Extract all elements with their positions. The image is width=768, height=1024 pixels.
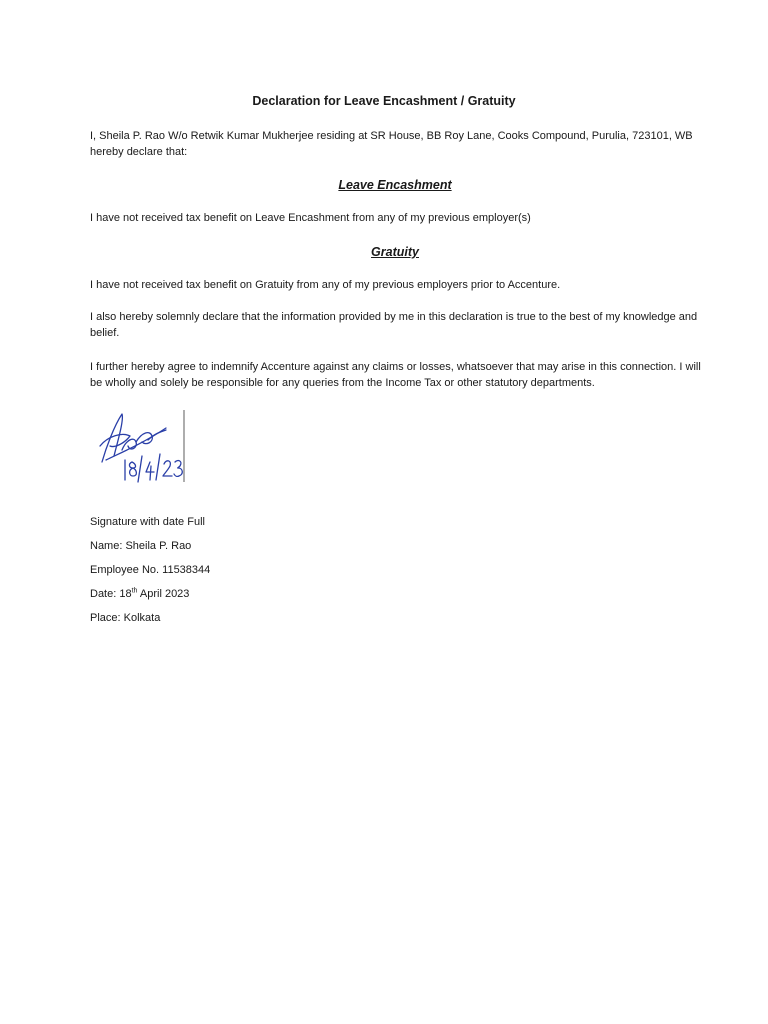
leave-encashment-text: I have not received tax benefit on Leave Encashment from any of my previous employer(s) (90, 212, 531, 224)
date-prefix: Date: 18 (90, 588, 132, 600)
indemnity-declaration: I further hereby agree to indemnify Accenture against any claims or losses, whatsoever that may arise in this connection. I will be wholly and solely be responsible for any queries from the Income Tax or other statutory departments. (90, 361, 701, 389)
gratuity-text: I have not received tax benefit on Gratuity from any of my previous employers prior to Accenture. (90, 279, 561, 291)
signature-label: Signature with date Full (90, 516, 205, 528)
document-title: Declaration for Leave Encashment / Gratuity (252, 94, 516, 108)
intro-paragraph: I, Sheila P. Rao W/o Retwik Kumar Mukherjee residing at SR House, BB Roy Lane, Cooks Compound, Purulia, 723101, WB hereby declare that: (90, 130, 693, 158)
place-line: Place: Kolkata (90, 612, 161, 624)
date-rest: April 2023 (137, 588, 190, 600)
date-line (90, 587, 189, 601)
name-line: Name: Sheila P. Rao (90, 540, 192, 552)
leave-encashment-heading: Leave Encashment (338, 178, 452, 192)
truth-declaration: I also hereby solemnly declare that the information provided by me in this declaration is true to the best of my knowledge and belief. (90, 311, 698, 339)
gratuity-heading: Gratuity (371, 245, 419, 259)
employee-number-line: Employee No. 11538344 (90, 564, 211, 576)
handwritten-signature (92, 406, 192, 486)
date-ordinal-suffix: th (131, 587, 138, 595)
